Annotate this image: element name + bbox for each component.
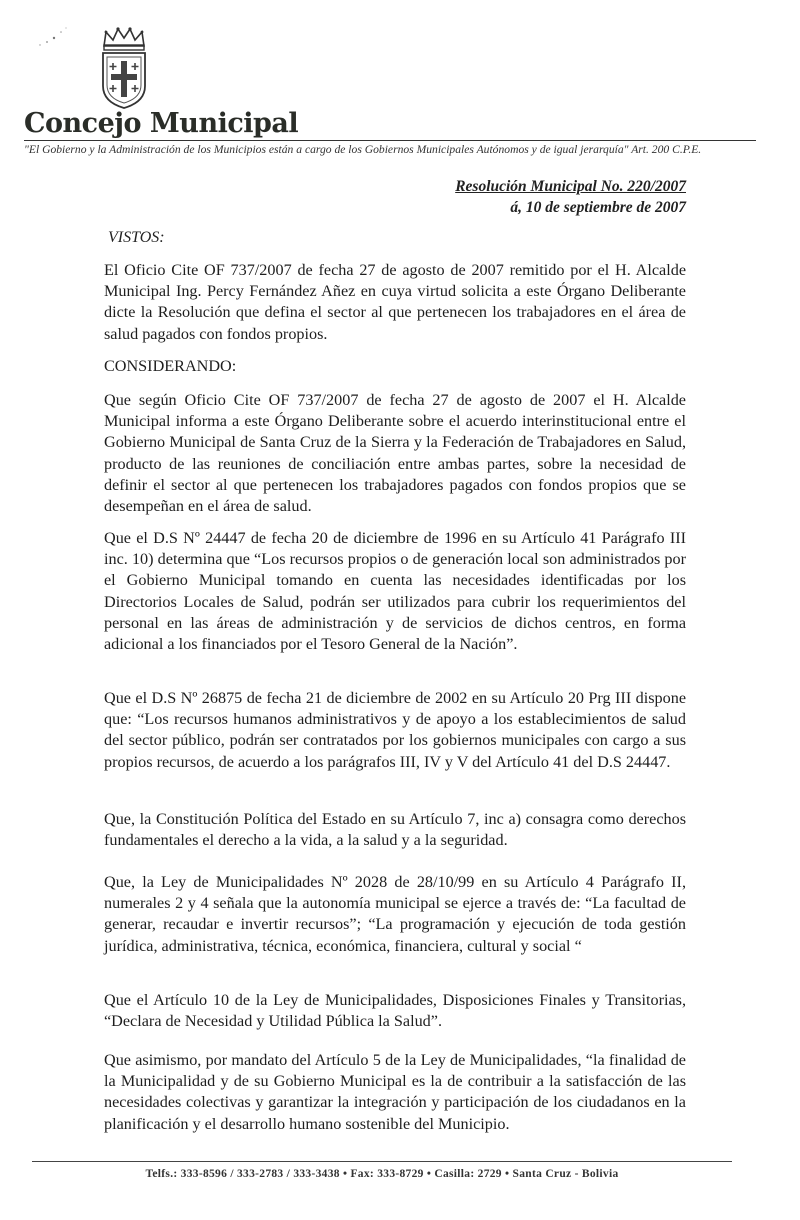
- header-motto: "El Gobierno y la Administración de los Municipios están a cargo de los Gobiernos Municipales Autónomos y de igual jerarquía" Art. 200 C.P.E.: [24, 143, 702, 156]
- resolution-date: á, 10 de septiembre de 2007: [510, 199, 686, 216]
- considerando-paragraph-5: Que, la Ley de Municipalidades Nº 2028 de 28/10/99 en su Artículo 4 Parágrafo II, numerales 2 y 4 señala que la autonomía municipal se ejerce a través de: “La facultad de generar, recaudar e invertir recursos”; “La programación y ejecución de toda gestión jurídica, administrativa, técnica, económica, financiera, cultural y social “: [104, 873, 686, 955]
- resolution-block: [455, 176, 686, 218]
- considerando-paragraph-2: Que el D.S Nº 24447 de fecha 20 de diciembre de 1996 en su Artículo 41 Parágrafo III inc. 10) determina que “Los recursos propios o de generación local son administrados por el Gobierno Municipal tomando en cuenta las necesidades identificadas por los Directorios Locales de Salud, podrán ser utilizados para cubrir los requerimientos del personal en las áreas de administración y de servicios de dichos centros, en forma adicional a los financiados por el Tesoro General de la Nación”.: [104, 529, 686, 654]
- considerando-heading: CONSIDERANDO:: [104, 357, 237, 375]
- footer-divider: [32, 1161, 732, 1162]
- vistos-paragraph: El Oficio Cite OF 737/2007 de fecha 27 de agosto de 2007 remitido por el H. Alcalde Municipal Ing. Percy Fernández Añez en cuya virtud solicita a este Órgano Deliberante dicte la Resolución que defina el sector al que pertenecen los trabajadores en el área de salud pagados con fondos propios.: [104, 261, 686, 343]
- considerando-paragraph-6: Que el Artículo 10 de la Ley de Municipalidades, Disposiciones Finales y Transitorias, “Declara de Necesidad y Utilidad Pública la Salud”.: [104, 991, 686, 1031]
- organization-name: Concejo Municipal: [24, 108, 299, 139]
- considerando-paragraph-4: Que, la Constitución Política del Estado en su Artículo 7, inc a) consagra como derechos fundamentales el derecho a la vida, a la salud y a la seguridad.: [104, 810, 686, 850]
- considerando-paragraph-7: Que asimismo, por mandato del Artículo 5 de la Ley de Municipalidades, “la finalidad de la Municipalidad y de su Gobierno Municipal es la de contribuir a la satisfacción de las necesidades colectivas y garantizar la integración y participación de los ciudadanos en la planificación y el desarrollo humano sostenible del Municipio.: [104, 1051, 686, 1133]
- footer-contact: Telfs.: 333-8596 / 333-2783 / 333-3438 • Fax: 333-8729 • Casilla: 2729 • Santa Cruz - Bolivia: [145, 1168, 619, 1180]
- scan-specks: [14, 20, 74, 60]
- coat-of-arms-icon: [96, 26, 152, 110]
- considerando-paragraph-3: Que el D.S Nº 26875 de fecha 21 de diciembre de 2002 en su Artículo 20 Prg III dispone que: “Los recursos humanos administrativos y de apoyo a los establecimientos de salud del sector público, podrán ser contratados por los gobiernos municipales con cargo a sus propios recursos, de acuerdo a los parágrafos III, IV y V del Artículo 41 del D.S 24447.: [104, 689, 686, 771]
- considerando-paragraph-1: Que según Oficio Cite OF 737/2007 de fecha 27 de agosto de 2007 el H. Alcalde Municipal informa a este Órgano Deliberante sobre el acuerdo interinstitucional entre el Gobierno Municipal de Santa Cruz de la Sierra y la Federación de Trabajadores en Salud, producto de las reuniones de conciliación entre ambas partes, sobre la necesidad de definir el sector al que pertenecen los trabajadores pagados con fondos propios que se desempeñan en el área de salud.: [104, 391, 686, 516]
- header-divider: [24, 140, 756, 141]
- vistos-heading: VISTOS:: [108, 229, 165, 246]
- resolution-number: Resolución Municipal No. 220/2007: [455, 178, 686, 195]
